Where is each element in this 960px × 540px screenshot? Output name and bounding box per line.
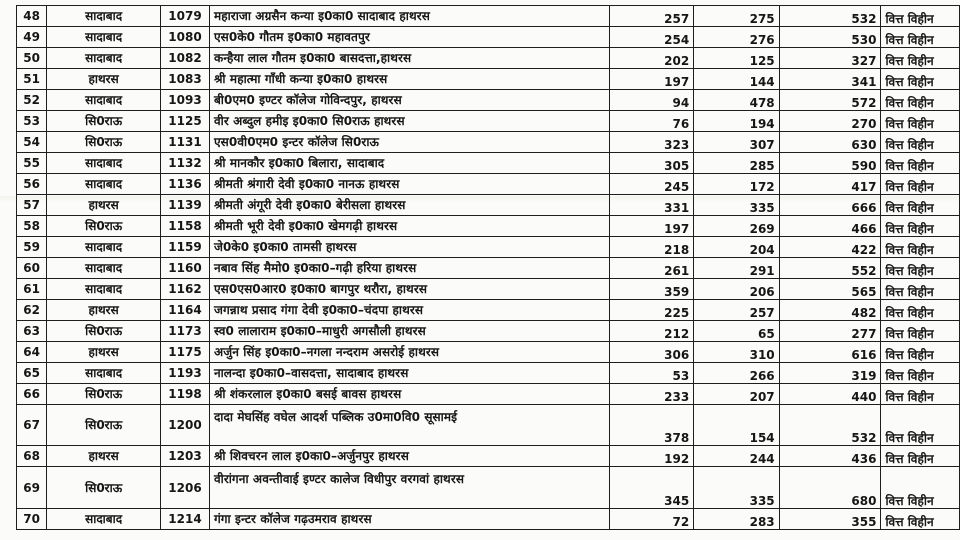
serial-number-cell: 58 (17, 216, 47, 237)
count-one-cell: 76 (609, 111, 694, 132)
school-code-cell: 1198 (161, 384, 210, 405)
block-name-cell: सादाबाद (47, 279, 161, 300)
school-category-cell: वित्त विहीन (881, 27, 960, 48)
school-code-cell: 1160 (161, 258, 210, 279)
total-count-cell: 436 (779, 446, 881, 467)
count-one-cell: 197 (609, 69, 694, 90)
count-two-cell: 307 (694, 132, 779, 153)
school-category-cell: वित्त विहीन (881, 90, 960, 111)
school-category-cell: वित्त विहीन (881, 6, 960, 27)
count-one-cell: 261 (609, 258, 694, 279)
school-list-table (16, 5, 960, 530)
count-two-cell: 172 (694, 174, 779, 195)
total-count-cell: 565 (779, 279, 881, 300)
total-count-cell: 530 (779, 27, 881, 48)
school-name-cell: गंगा इन्टर कॉलेज गढ़उमराव हाथरस (209, 509, 609, 530)
block-name-cell: हाथरस (47, 342, 161, 363)
block-name-cell: सादाबाद (47, 90, 161, 111)
school-category-cell: वित्त विहीन (881, 405, 960, 446)
table-row (17, 90, 960, 111)
block-name-cell: सि0राऊ (47, 405, 161, 446)
block-name-cell: सि0राऊ (47, 111, 161, 132)
serial-number-cell: 60 (17, 258, 47, 279)
count-two-cell: 291 (694, 258, 779, 279)
school-name-cell: एस0के0 गौतम इ0का0 महावतपुर (209, 27, 609, 48)
serial-number-cell: 59 (17, 237, 47, 258)
block-name-cell: सादाबाद (47, 363, 161, 384)
school-category-cell: वित्त विहीन (881, 237, 960, 258)
block-name-cell: सादाबाद (47, 509, 161, 530)
total-count-cell: 532 (779, 405, 881, 446)
block-name-cell: सादाबाद (47, 27, 161, 48)
count-one-cell: 53 (609, 363, 694, 384)
count-two-cell: 65 (694, 321, 779, 342)
count-one-cell: 323 (609, 132, 694, 153)
school-code-cell: 1082 (161, 48, 210, 69)
school-code-cell: 1159 (161, 237, 210, 258)
school-code-cell: 1193 (161, 363, 210, 384)
serial-number-cell: 52 (17, 90, 47, 111)
table-row (17, 216, 960, 237)
school-category-cell: वित्त विहीन (881, 321, 960, 342)
school-category-cell: वित्त विहीन (881, 111, 960, 132)
school-code-cell: 1175 (161, 342, 210, 363)
count-two-cell: 478 (694, 90, 779, 111)
table-row (17, 509, 960, 530)
count-two-cell: 194 (694, 111, 779, 132)
school-name-cell: एस0वी0एम0 इन्टर कॉलेज सि0राऊ (209, 132, 609, 153)
serial-number-cell: 49 (17, 27, 47, 48)
serial-number-cell: 67 (17, 405, 47, 446)
serial-number-cell: 48 (17, 6, 47, 27)
school-name-cell: श्री शिवचरन लाल इ0का0–अर्जुनपुर हाथरस (209, 446, 609, 467)
school-code-cell: 1206 (161, 467, 210, 509)
count-two-cell: 335 (694, 467, 779, 509)
serial-number-cell: 54 (17, 132, 47, 153)
total-count-cell: 680 (779, 467, 881, 509)
school-name-cell: कन्हैया लाल गौतम इ0का0 बासदत्ता,हाथरस (209, 48, 609, 69)
count-two-cell: 335 (694, 195, 779, 216)
school-code-cell: 1083 (161, 69, 210, 90)
block-name-cell: हाथरस (47, 300, 161, 321)
school-category-cell: वित्त विहीन (881, 509, 960, 530)
serial-number-cell: 69 (17, 467, 47, 509)
count-one-cell: 306 (609, 342, 694, 363)
school-category-cell: वित्त विहीन (881, 216, 960, 237)
count-two-cell: 204 (694, 237, 779, 258)
count-two-cell: 276 (694, 27, 779, 48)
school-name-cell: स्व0 लालाराम इ0का0–माधुरी अगसौली हाथरस (209, 321, 609, 342)
school-name-cell: बी0एम0 इण्टर कॉलेज गोविन्दपुर, हाथरस (209, 90, 609, 111)
school-code-cell: 1162 (161, 279, 210, 300)
school-category-cell: वित्त विहीन (881, 174, 960, 195)
school-name-cell: महाराजा अग्रसैन कन्या इ0का0 सादाबाद हाथरस (209, 6, 609, 27)
school-code-cell: 1093 (161, 90, 210, 111)
block-name-cell: हाथरस (47, 446, 161, 467)
school-name-cell: श्रीमती अंगूरी देवी इ0का0 बेरीसला हाथरस (209, 195, 609, 216)
serial-number-cell: 65 (17, 363, 47, 384)
total-count-cell: 630 (779, 132, 881, 153)
block-name-cell: सि0राऊ (47, 384, 161, 405)
school-category-cell: वित्त विहीन (881, 48, 960, 69)
school-category-cell: वित्त विहीन (881, 446, 960, 467)
table-row (17, 195, 960, 216)
serial-number-cell: 63 (17, 321, 47, 342)
count-one-cell: 233 (609, 384, 694, 405)
school-name-cell: वीर अब्दुल हमीइ इ0का0 सि0राऊ हाथरस (209, 111, 609, 132)
count-one-cell: 257 (609, 6, 694, 27)
count-two-cell: 206 (694, 279, 779, 300)
total-count-cell: 440 (779, 384, 881, 405)
school-category-cell: वित्त विहीन (881, 384, 960, 405)
block-name-cell: सि0राऊ (47, 321, 161, 342)
count-one-cell: 225 (609, 300, 694, 321)
count-one-cell: 245 (609, 174, 694, 195)
school-code-cell: 1203 (161, 446, 210, 467)
table-row (17, 6, 960, 27)
count-two-cell: 275 (694, 6, 779, 27)
block-name-cell: सि0राऊ (47, 467, 161, 509)
count-one-cell: 192 (609, 446, 694, 467)
school-code-cell: 1125 (161, 111, 210, 132)
block-name-cell: सादाबाद (47, 237, 161, 258)
total-count-cell: 552 (779, 258, 881, 279)
block-name-cell: हाथरस (47, 69, 161, 90)
total-count-cell: 482 (779, 300, 881, 321)
total-count-cell: 466 (779, 216, 881, 237)
school-name-cell: जगन्नाथ प्रसाद गंगा देवी इ0का0–चंदपा हाथरस (209, 300, 609, 321)
school-name-cell: श्री शंकरलाल इ0का0 बसई बावस हाथरस (209, 384, 609, 405)
school-code-cell: 1164 (161, 300, 210, 321)
serial-number-cell: 61 (17, 279, 47, 300)
serial-number-cell: 50 (17, 48, 47, 69)
count-two-cell: 310 (694, 342, 779, 363)
school-category-cell: वित्त विहीन (881, 300, 960, 321)
school-code-cell: 1173 (161, 321, 210, 342)
table-row (17, 467, 960, 509)
serial-number-cell: 56 (17, 174, 47, 195)
school-name-cell: दादा मेघसिंह वघेल आदर्श पब्लिक उ0मा0वि0 सूसामई (209, 405, 609, 446)
school-category-cell: वित्त विहीन (881, 132, 960, 153)
count-one-cell: 94 (609, 90, 694, 111)
count-one-cell: 378 (609, 405, 694, 446)
school-category-cell: वित्त विहीन (881, 467, 960, 509)
block-name-cell: सि0राऊ (47, 216, 161, 237)
count-one-cell: 359 (609, 279, 694, 300)
school-name-cell: एस0एस0आर0 इ0का0 बागपुर थरौरा, हाथरस (209, 279, 609, 300)
block-name-cell: सादाबाद (47, 258, 161, 279)
table-row (17, 363, 960, 384)
count-one-cell: 345 (609, 467, 694, 509)
serial-number-cell: 64 (17, 342, 47, 363)
school-name-cell: जे0के0 इ0का0 तामसी हाथरस (209, 237, 609, 258)
count-two-cell: 283 (694, 509, 779, 530)
table-row (17, 446, 960, 467)
school-name-cell: नालन्दा इ0का0–वासदत्ता, सादाबाद हाथरस (209, 363, 609, 384)
block-name-cell: सादाबाद (47, 48, 161, 69)
count-one-cell: 254 (609, 27, 694, 48)
total-count-cell: 327 (779, 48, 881, 69)
total-count-cell: 417 (779, 174, 881, 195)
total-count-cell: 319 (779, 363, 881, 384)
school-category-cell: वित्त विहीन (881, 153, 960, 174)
serial-number-cell: 68 (17, 446, 47, 467)
school-code-cell: 1158 (161, 216, 210, 237)
total-count-cell: 572 (779, 90, 881, 111)
school-category-cell: वित्त विहीन (881, 258, 960, 279)
count-one-cell: 331 (609, 195, 694, 216)
count-one-cell: 212 (609, 321, 694, 342)
school-category-cell: वित्त विहीन (881, 363, 960, 384)
serial-number-cell: 53 (17, 111, 47, 132)
block-name-cell: सादाबाद (47, 174, 161, 195)
count-one-cell: 218 (609, 237, 694, 258)
serial-number-cell: 51 (17, 69, 47, 90)
school-code-cell: 1200 (161, 405, 210, 446)
school-code-cell: 1214 (161, 509, 210, 530)
block-name-cell: हाथरस (47, 195, 161, 216)
serial-number-cell: 62 (17, 300, 47, 321)
total-count-cell: 422 (779, 237, 881, 258)
school-code-cell: 1139 (161, 195, 210, 216)
school-category-cell: वित्त विहीन (881, 342, 960, 363)
school-code-cell: 1132 (161, 153, 210, 174)
serial-number-cell: 70 (17, 509, 47, 530)
school-code-cell: 1136 (161, 174, 210, 195)
table-row (17, 237, 960, 258)
count-one-cell: 202 (609, 48, 694, 69)
table-row (17, 69, 960, 90)
total-count-cell: 341 (779, 69, 881, 90)
count-two-cell: 266 (694, 363, 779, 384)
school-name-cell: अर्जुन सिंह इ0का0–नगला नन्दराम असरोई हाथरस (209, 342, 609, 363)
count-two-cell: 125 (694, 48, 779, 69)
count-two-cell: 269 (694, 216, 779, 237)
count-one-cell: 72 (609, 509, 694, 530)
block-name-cell: सि0राऊ (47, 132, 161, 153)
count-two-cell: 154 (694, 405, 779, 446)
table-row (17, 48, 960, 69)
count-two-cell: 257 (694, 300, 779, 321)
school-code-cell: 1080 (161, 27, 210, 48)
table-row (17, 27, 960, 48)
table-row (17, 153, 960, 174)
table-row (17, 174, 960, 195)
table-row (17, 384, 960, 405)
table-row (17, 321, 960, 342)
count-two-cell: 144 (694, 69, 779, 90)
count-two-cell: 207 (694, 384, 779, 405)
school-name-cell: श्री मानकौर इ0का0 बिलारा, सादाबाद (209, 153, 609, 174)
total-count-cell: 277 (779, 321, 881, 342)
count-one-cell: 305 (609, 153, 694, 174)
block-name-cell: सादाबाद (47, 153, 161, 174)
total-count-cell: 590 (779, 153, 881, 174)
total-count-cell: 270 (779, 111, 881, 132)
table-body (17, 6, 960, 530)
serial-number-cell: 57 (17, 195, 47, 216)
count-two-cell: 285 (694, 153, 779, 174)
table-row (17, 300, 960, 321)
total-count-cell: 666 (779, 195, 881, 216)
total-count-cell: 616 (779, 342, 881, 363)
total-count-cell: 355 (779, 509, 881, 530)
total-count-cell: 532 (779, 6, 881, 27)
block-name-cell: सादाबाद (47, 6, 161, 27)
table-row (17, 132, 960, 153)
school-category-cell: वित्त विहीन (881, 195, 960, 216)
school-category-cell: वित्त विहीन (881, 69, 960, 90)
school-code-cell: 1131 (161, 132, 210, 153)
table-row (17, 111, 960, 132)
serial-number-cell: 66 (17, 384, 47, 405)
school-category-cell: वित्त विहीन (881, 279, 960, 300)
serial-number-cell: 55 (17, 153, 47, 174)
school-name-cell: वीरांगना अवन्तीवाई इण्टर कालेज विधीपुर वरगवां हाथरस (209, 467, 609, 509)
school-name-cell: श्री महात्मा गाँधी कन्या इ0का0 हाथरस (209, 69, 609, 90)
count-one-cell: 197 (609, 216, 694, 237)
table-row (17, 405, 960, 446)
table-row (17, 258, 960, 279)
school-code-cell: 1079 (161, 6, 210, 27)
table-row (17, 279, 960, 300)
count-two-cell: 244 (694, 446, 779, 467)
school-name-cell: नबाव सिंह मैमो0 इ0का0–गढ़ी हरिया हाथरस (209, 258, 609, 279)
table-row (17, 342, 960, 363)
school-name-cell: श्रीमती श्रंगारी देवी इ0का0 नानऊ हाथरस (209, 174, 609, 195)
school-name-cell: श्रीमती भूरी देवी इ0का0 खेमगढ़ी हाथरस (209, 216, 609, 237)
